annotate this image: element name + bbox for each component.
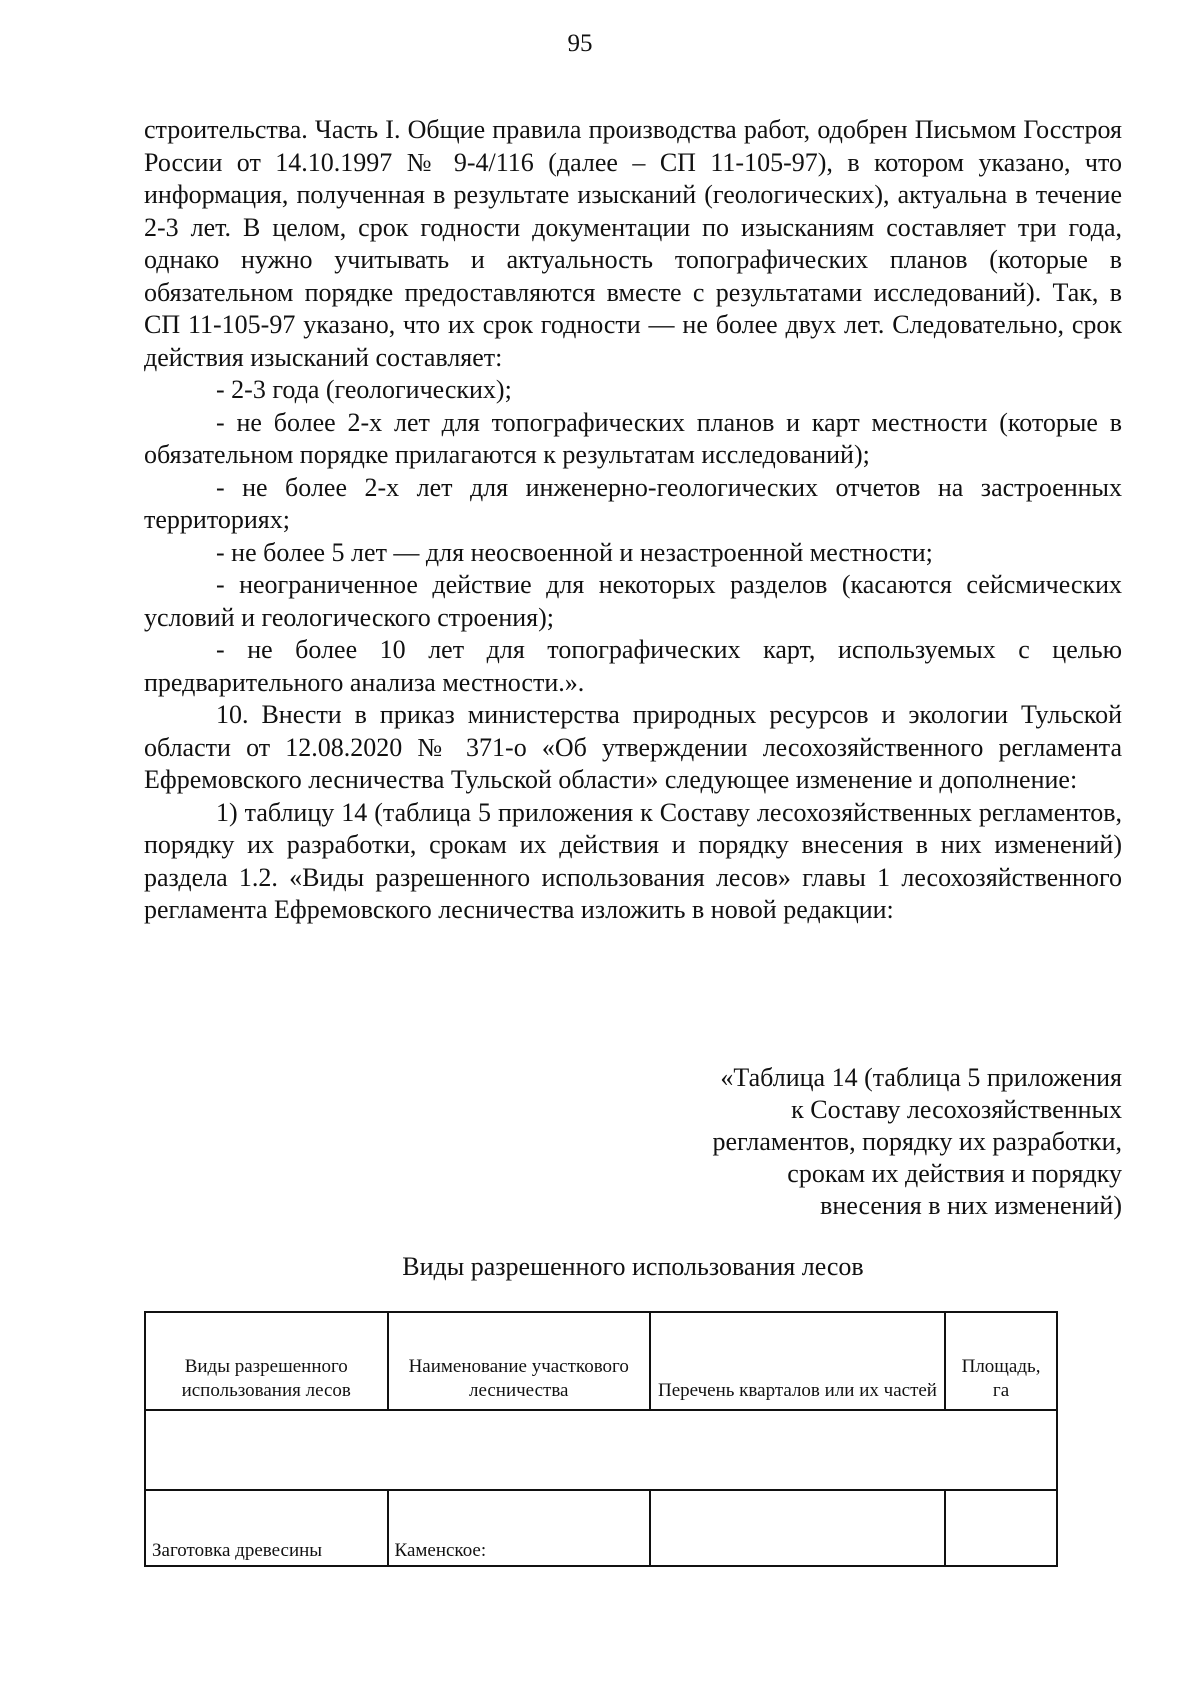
- table-caption-line: регламентов, порядку их разработки,: [712, 1127, 1122, 1156]
- list-item: - неограниченное действие для некоторых разделов (касаются сейсмических условий и геологического строения);: [144, 570, 1122, 632]
- list-item: - не более 2-х лет для инженерно-геологических отчетов на застроенных территориях;: [144, 472, 1122, 534]
- table-cell: [945, 1490, 1057, 1566]
- table-caption-line: внесения в них изменений): [820, 1191, 1122, 1220]
- list-item: - не более 5 лет — для неосвоенной и незастроенной местности;: [216, 537, 933, 567]
- table-row: [145, 1490, 1057, 1566]
- header-quarters-list: Перечень кварталов или их частей: [650, 1312, 945, 1410]
- body-text: [144, 114, 1122, 927]
- list-item: - не более 10 лет для топографических карт, используемых с целью предварительного анализа местности.».: [144, 635, 1122, 697]
- header-area: Площадь, га: [945, 1312, 1057, 1410]
- table-cell: [650, 1490, 945, 1566]
- regulation-table: [144, 1311, 1058, 1567]
- table-caption-line: «Таблица 14 (таблица 5 приложения: [720, 1063, 1122, 1092]
- table-cell: Заготовка древесины: [145, 1490, 388, 1566]
- table-header-row: [145, 1312, 1057, 1410]
- table-cell: Каменское:: [388, 1490, 650, 1566]
- table-row: [145, 1410, 1057, 1490]
- list-item: - не более 2-х лет для топографических планов и карт местности (которые в обязательном порядке прилагаются к результатам исследований);: [144, 407, 1122, 469]
- table-caption-line: срокам их действия и порядку: [787, 1159, 1122, 1188]
- table-cell: [145, 1410, 1057, 1490]
- page-number: 95: [567, 30, 593, 57]
- table-caption-line: к Составу лесохозяйственных: [791, 1095, 1122, 1124]
- table-title: Виды разрешенного использования лесов: [402, 1252, 864, 1281]
- paragraph: 1) таблицу 14 (таблица 5 приложения к Составу лесохозяйственных регламентов, порядку их разработки, срокам их действия и порядку внесения в них изменений) раздела 1.2. «Виды разрешенного использования лесов» главы 1 лесохозяйственного регламента Ефремовского лесничества изложить в новой редакции:: [144, 797, 1122, 924]
- paragraph: 10. Внести в приказ министерства природных ресурсов и экологии Тульской области от 12.08.2020 № 371-о «Об утверждении лесохозяйственного регламента Ефремовского лесничества Тульской области» следующее изменение и дополнение:: [144, 700, 1122, 794]
- list-item: - 2-3 года (геологических);: [216, 375, 512, 404]
- header-forestry-name: Наименование участкового лесничества: [388, 1312, 650, 1410]
- paragraph: строительства. Часть I. Общие правила производства работ, одобрен Письмом Госстроя России от 14.10.1997 № 9-4/116 (далее – СП 11-105-97), в котором указано, что информация, полученная в результате изысканий (геологических), актуальна в течение 2-3 лет. В целом, срок годности документации по изысканиям составляет три года, однако нужно учитывать и актуальность топографических планов (которые в обязательном порядке предоставляются вместе с результатами исследований). Так, в СП 11-105-97 указано, что их срок годности — не более двух лет. Следовательно, срок действия изысканий составляет:: [144, 115, 1122, 372]
- header-usage-type: Виды разрешенного использования лесов: [145, 1312, 388, 1410]
- table-caption: [600, 1062, 1122, 1222]
